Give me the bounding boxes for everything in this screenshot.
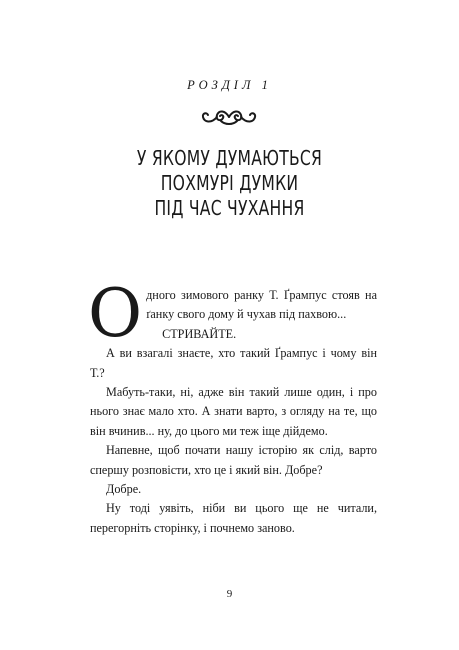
chapter-title (50, 146, 408, 221)
paragraph-5: Напевне, щоб почати нашу історію як слід, варто спершу розповісти, хто це і який він. Добре? (90, 443, 377, 477)
body-text (88, 275, 377, 538)
paragraph-4: Мабуть-таки, ні, адже він такий лише один, і про нього знає мало хто. А знати варто, з огляду на те, що він вчинив... ну, до цього ми теж іще дійдемо. (90, 385, 377, 438)
chapter-title-line-1: У ЯКОМУ ДУМАЮТЬСЯ (136, 146, 323, 170)
drop-cap: О (88, 275, 143, 352)
chapter-title-line-2: ПОХМУРІ ДУМКИ (160, 171, 299, 195)
flourish-ornament-icon (199, 106, 259, 128)
paragraph-1-text: дного зимового ранку Т. Ґрампус стояв на ґанку свого дому й чухав під пахвою... (146, 288, 377, 322)
page-number: 9 (226, 588, 233, 600)
chapter-label: РОЗДІЛ 1 (187, 78, 272, 92)
paragraph-2: СТРИВАЙТЕ. (162, 326, 237, 341)
paragraph-3: А ви взагалі знаєте, хто такий Ґрампус і чому він Т.? (90, 346, 377, 380)
chapter-title-line-3: ПІД ЧАС ЧУХАННЯ (154, 196, 305, 220)
paragraph-6: Добре. (106, 482, 142, 497)
paragraph-7: Ну тоді уявіть, ніби ви цього ще не читали, перегорніть сторінку, і почнемо заново. (90, 501, 377, 535)
